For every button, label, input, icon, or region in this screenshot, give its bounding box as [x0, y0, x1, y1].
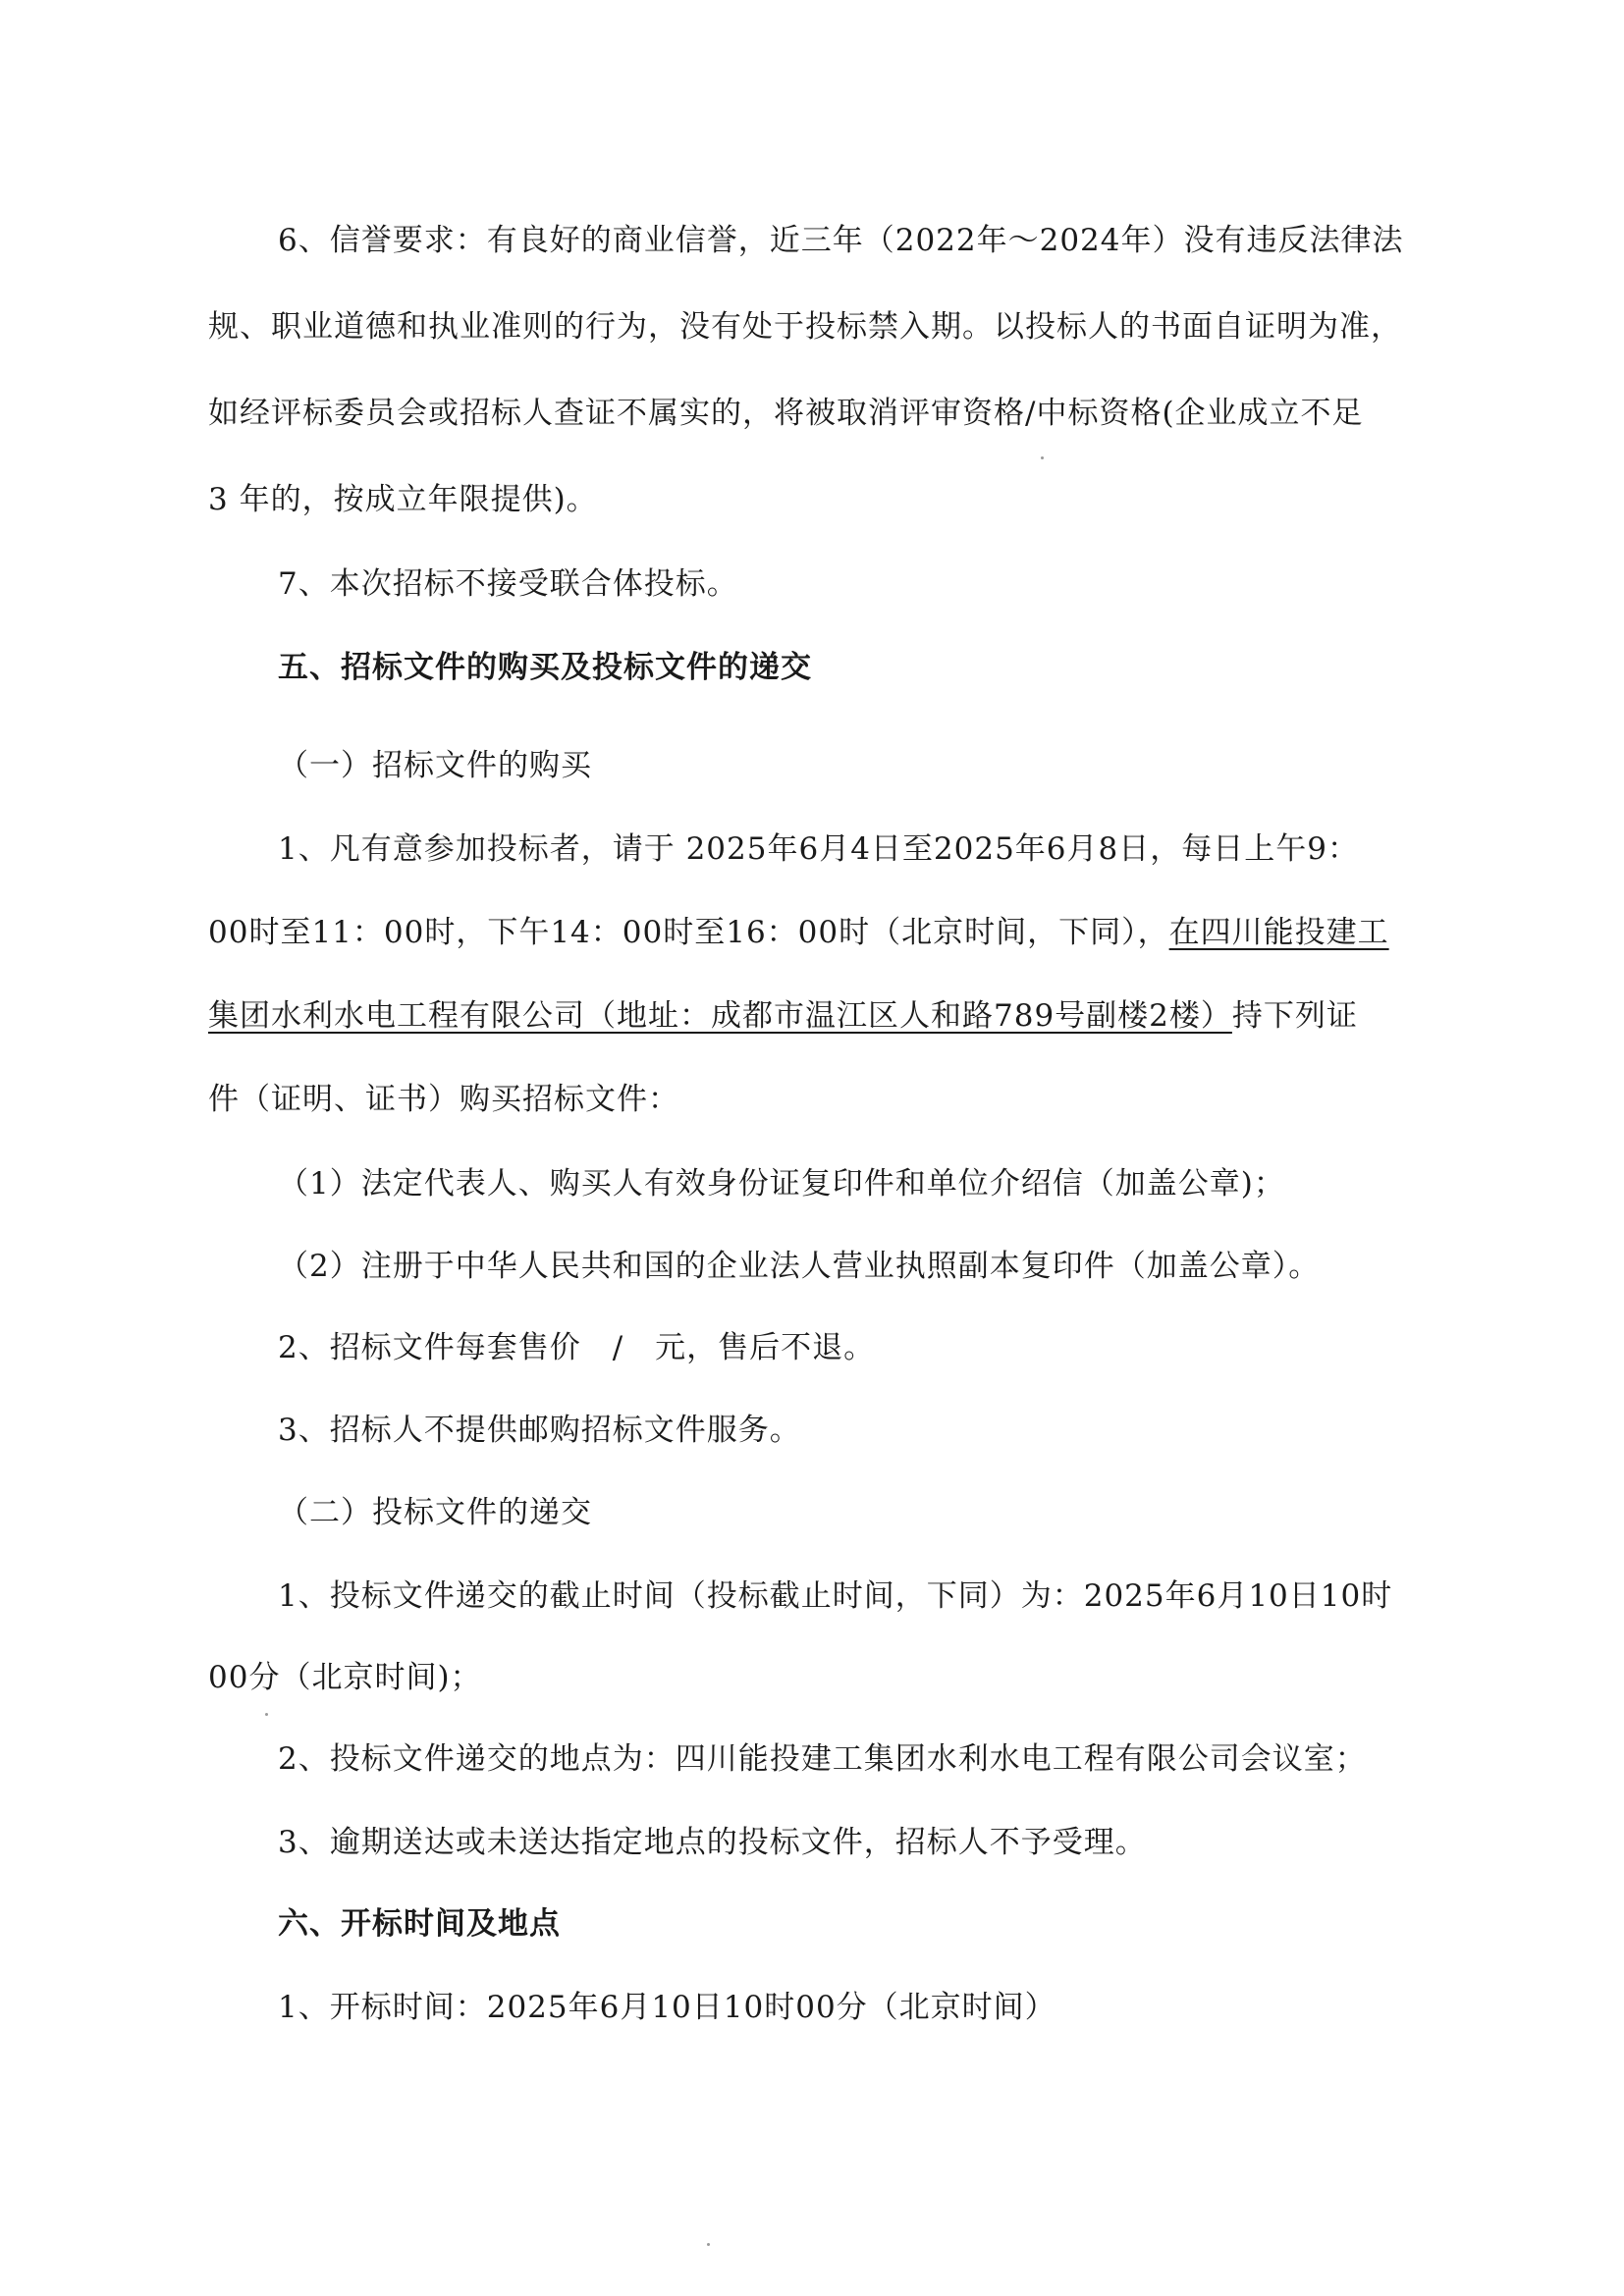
paragraph-credit-requirement-line-1: 6、信誉要求：有良好的商业信誉，近三年（2022年～2024年）没有违反法律法: [278, 223, 1404, 258]
subheading-purchase: （一）招标文件的购买: [278, 748, 592, 783]
scan-speck: [265, 1713, 268, 1716]
paragraph-credit-requirement-line-3: 如经评标委员会或招标人查证不属实的，将被取消评审资格/中标资格(企业成立不足: [208, 396, 1364, 431]
paragraph-purchase-line-2: [208, 913, 1389, 952]
paragraph-no-consortium: 7、本次招标不接受联合体投标。: [278, 566, 738, 602]
paragraph-purchase-line-1: 1、凡有意参加投标者，请于 2025年6月4日至2025年6月8日，每日上午9：: [278, 831, 1359, 867]
section-heading-five: 五、招标文件的购买及投标文件的递交: [278, 650, 812, 685]
purchase-hours-text: 00时至11：00时，下午14：00时至16：00时（北京时间，下同），: [208, 915, 1169, 950]
paragraph-credit-requirement-line-4: 3 年的，按成立年限提供)。: [208, 482, 598, 517]
purchase-location-underlined-1: 在四川能投建工: [1168, 915, 1389, 950]
purchase-location-underlined-2: 集团水利水电工程有限公司（地址：成都市温江区人和路789号副楼2楼）: [208, 998, 1232, 1034]
paragraph-no-mail-order: 3、招标人不提供邮购招标文件服务。: [278, 1413, 801, 1448]
purchase-documents-text: 持下列证: [1231, 998, 1358, 1034]
paragraph-submission-location: 2、投标文件递交的地点为：四川能投建工集团水利水电工程有限公司会议室；: [278, 1741, 1367, 1777]
paragraph-late-submission: 3、逾期送达或未送达指定地点的投标文件，招标人不予受理。: [278, 1825, 1147, 1860]
paragraph-opening-time: 1、开标时间：2025年6月10日10时00分（北京时间）: [278, 1990, 1056, 2025]
subheading-submission: （二）投标文件的递交: [278, 1495, 592, 1530]
paragraph-purchase-line-4: 件（证明、证书）购买招标文件：: [208, 1082, 679, 1117]
scan-speck: [1041, 456, 1044, 459]
paragraph-purchase-line-3: [208, 996, 1358, 1036]
paragraph-deadline-line-1: 1、投标文件递交的截止时间（投标截止时间，下同）为：2025年6月10日10时: [278, 1578, 1393, 1614]
list-item-business-license: （2）注册于中华人民共和国的企业法人营业执照副本复印件（加盖公章）。: [278, 1249, 1321, 1284]
section-heading-six: 六、开标时间及地点: [278, 1906, 561, 1942]
list-item-legal-representative: （1）法定代表人、购买人有效身份证复印件和单位介绍信（加盖公章)；: [278, 1166, 1285, 1201]
paragraph-price: 2、招标文件每套售价 / 元，售后不退。: [278, 1330, 876, 1365]
scan-speck: [707, 2243, 710, 2246]
paragraph-deadline-line-2: 00分（北京时间)；: [208, 1660, 482, 1695]
paragraph-credit-requirement-line-2: 规、职业道德和执业准则的行为，没有处于投标禁入期。以投标人的书面自证明为准，: [208, 309, 1402, 345]
